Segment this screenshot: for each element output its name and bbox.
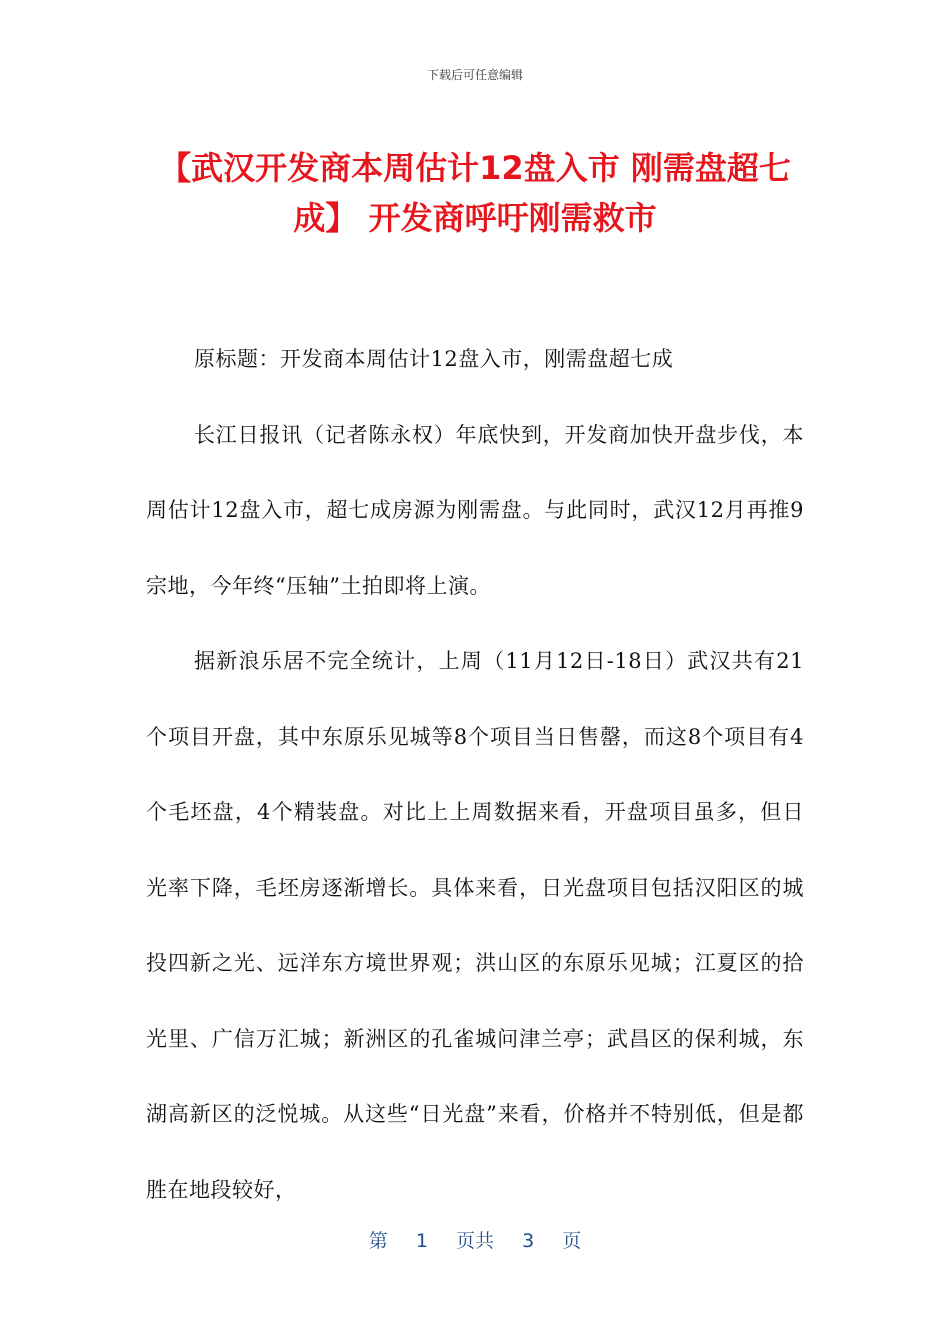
page-number-footer: 第 1 页共 3 页 <box>368 1230 582 1252</box>
paragraph-statistics: 据新浪乐居不完全统计，上周（11月12日-18日）武汉共有21个项目开盘，其中东原乐见城等8个项目当日售罄，而这8个项目有4个毛坯盘，4个精装盘。对比上上周数据来看，开盘项目虽多，但日光率下降，毛坯房逐渐增长。具体来看，日光盘项目包括汉阳区的城投四新之光、远洋东方境世界观；洪山区的东原乐见城；江夏区的拾光里、广信万汇城；新洲区的孔雀城问津兰亭；武昌区的保利城，东湖高新区的泛悦城。从这些“日光盘”来看，价格并不特别低，但是都胜在地段较好， <box>146 649 804 1202</box>
paragraph-intro: 长江日报讯（记者陈永权）年底快到，开发商加快开盘步伐，本周估计12盘入市，超七成房源为刚需盘。与此同时，武汉12月再推9宗地，今年终“压轴”土拍即将上演。 <box>146 422 804 598</box>
paragraph-original-title: 原标题：开发商本周估计12盘入市，刚需盘超七成 <box>194 347 674 371</box>
document-body <box>146 322 804 1228</box>
document-title: 【武汉开发商本周估计12盘入市 刚需盘超七成】 开发商呼吁刚需救市 <box>159 149 791 237</box>
header-note: 下载后可任意编辑 <box>426 68 523 82</box>
